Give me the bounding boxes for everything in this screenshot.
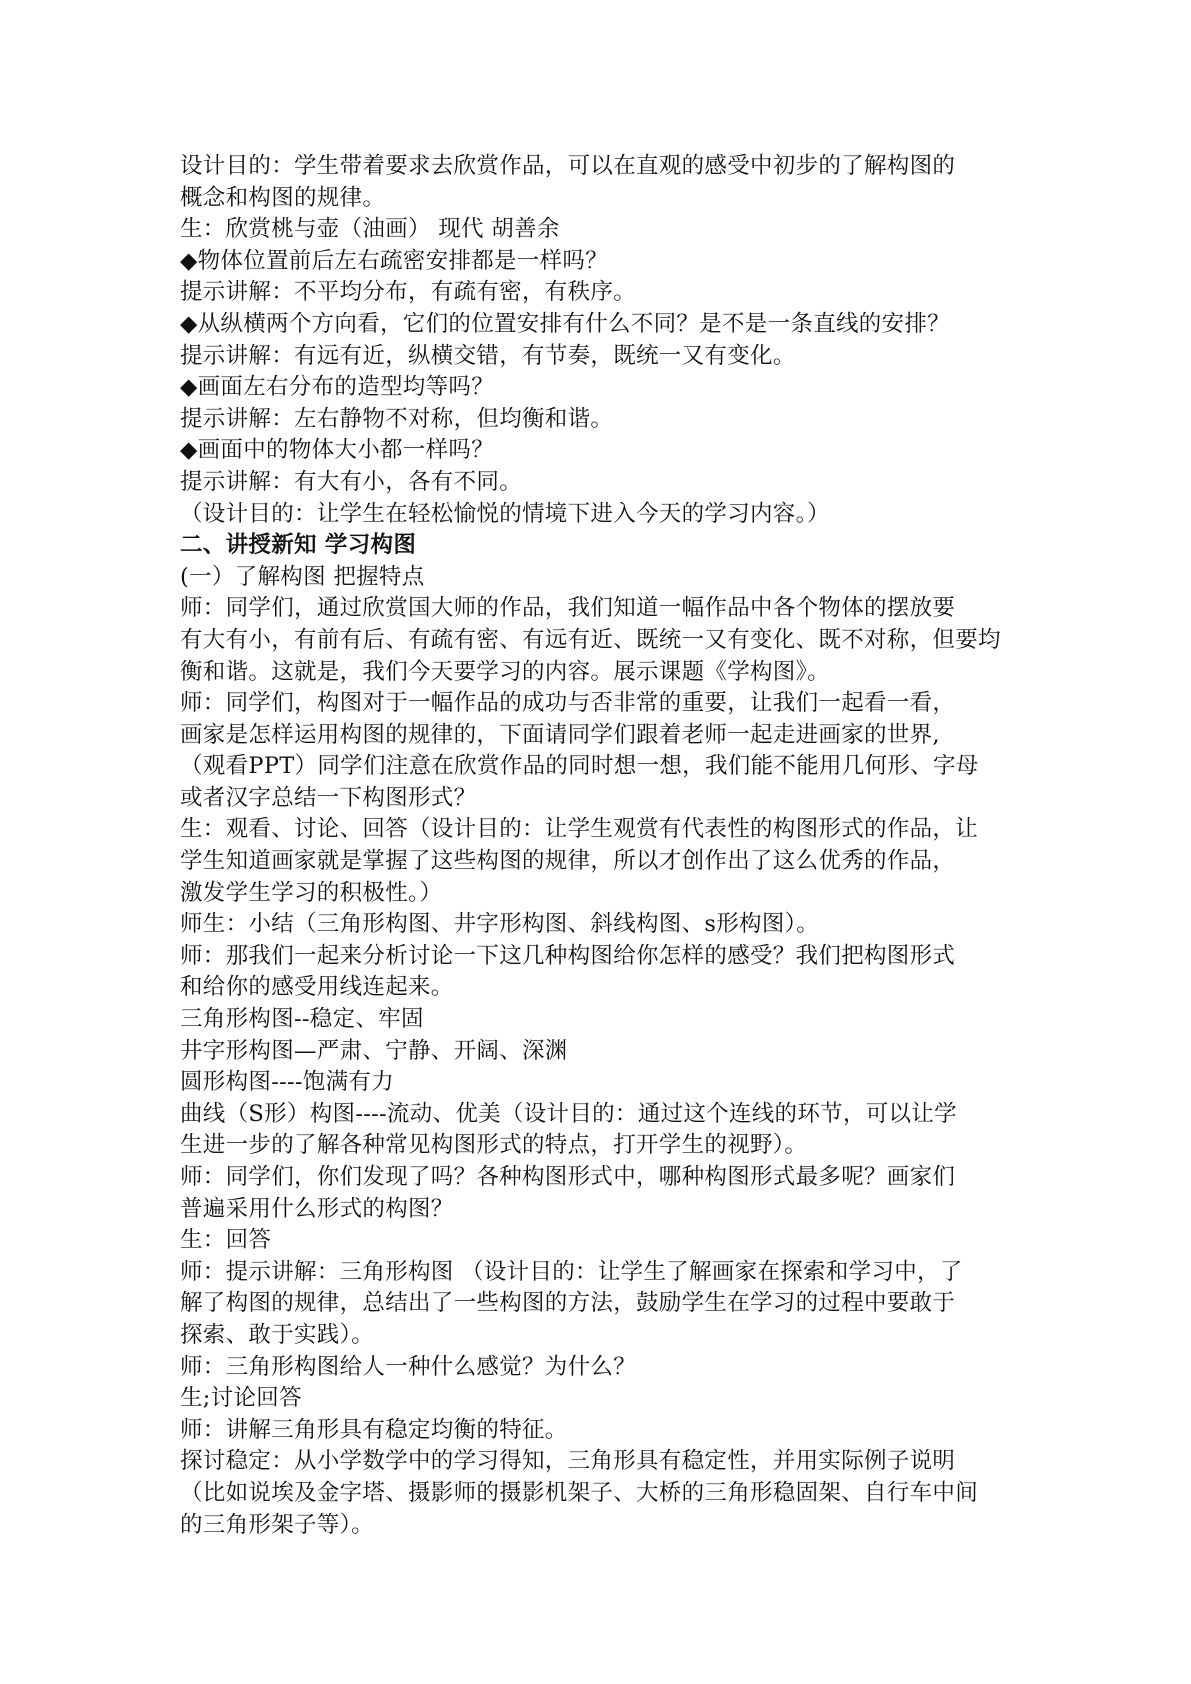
text-line: （比如说埃及金字塔、摄影师的摄影机架子、大桥的三角形稳固架、自行车中间	[180, 1479, 979, 1506]
hint-line: 提示讲解：有远有近，纵横交错，有节奏，既统一又有变化。	[180, 342, 796, 369]
text-line: （观看PPT）同学们注意在欣赏作品的同时想一想，我们能不能用几何形、字母	[180, 753, 979, 780]
text-line: 生：回答	[180, 1227, 272, 1254]
text-line: 和给你的感受用线连起来。	[180, 974, 454, 1001]
text-line: 普遍采用什么形式的构图？	[180, 1195, 454, 1222]
question-line: ◆从纵横两个方向看，它们的位置安排有什么不同？是不是一条直线的安排？	[180, 310, 951, 337]
text-line: 或者汉字总结一下构图形式？	[180, 784, 477, 811]
section-heading: 二、讲授新知 学习构图	[180, 532, 417, 559]
text-line: 设计目的：学生带着要求去欣赏作品，可以在直观的感受中初步的了解构图的	[180, 153, 956, 179]
text-line: 概念和构图的规律。	[180, 184, 386, 211]
subsection-heading: (一）了解构图 把握特点	[180, 563, 425, 590]
hint-line: 提示讲解：左右静物不对称，但均衡和谐。	[180, 405, 614, 432]
text-line: 激发学生学习的积极性。）	[180, 879, 443, 906]
text-line: 衡和谐。这就是，我们今天要学习的内容。展示课题《学构图》。	[180, 658, 830, 685]
composition-item: 圆形构图----饱满有力	[180, 1069, 395, 1096]
text-line: 师：提示讲解：三角形构图 （设计目的：让学生了解画家在探索和学习中，了	[180, 1258, 963, 1285]
text-line: 有大有小，有前有后、有疏有密、有远有近、既统一又有变化、既不对称，但要均	[180, 626, 1001, 653]
question-line: ◆物体位置前后左右疏密安排都是一样吗？	[180, 247, 609, 274]
text-line: 探讨稳定：从小学数学中的学习得知，三角形具有稳定性，并用实际例子说明	[180, 1448, 956, 1475]
text-line: 师生：小结（三角形构图、井字形构图、斜线构图、s形构图）。	[180, 911, 819, 938]
hint-line: 提示讲解：不平均分布，有疏有密，有秩序。	[180, 279, 637, 306]
text-line: 师：同学们，你们发现了吗？各种构图形式中，哪种构图形式最多呢？画家们	[180, 1164, 956, 1190]
text-line: 师：讲解三角形具有稳定均衡的特征。	[180, 1416, 568, 1443]
text-line: 画家是怎样运用构图的规律的，下面请同学们跟着老师一起走进画家的世界,	[180, 721, 940, 748]
document-page	[180, 151, 1040, 1541]
text-line: 生进一步的了解各种常见构图形式的特点，打开学生的视野）。	[180, 1132, 808, 1159]
text-line: 生：观看、讨论、回答（设计目的：让学生观赏有代表性的构图形式的作品，让	[180, 816, 979, 843]
composition-item: 三角形构图--稳定、牢固	[180, 1006, 424, 1033]
text-line: 探索、敢于实践）。	[180, 1321, 374, 1348]
composition-item: 曲线（S形）构图----流动、优美（设计目的：通过这个连线的环节，可以让学	[180, 1100, 957, 1127]
text-line: 师：三角形构图给人一种什么感觉？为什么？	[180, 1353, 637, 1380]
text-line: 生;讨论回答	[180, 1385, 302, 1412]
text-line: 学生知道画家就是掌握了这些构图的规律，所以才创作出了这么优秀的作品，	[180, 848, 956, 875]
text-line: 师：同学们，构图对于一幅作品的成功与否非常的重要，让我们一起看一看，	[180, 690, 956, 717]
composition-item: 井字形构图—严肃、宁静、开阔、深渊	[180, 1037, 568, 1064]
text-line: （设计目的：让学生在轻松愉悦的情境下进入今天的学习内容。）	[180, 500, 830, 527]
text-line: 解了构图的规律，总结出了一些构图的方法，鼓励学生在学习的过程中要敢于	[180, 1290, 956, 1317]
text-line: 生：欣赏桃与壶（油画） 现代 胡善余	[180, 216, 560, 243]
text-line: 师：同学们，通过欣赏国大师的作品，我们知道一幅作品中各个物体的摆放要	[180, 595, 956, 622]
hint-line: 提示讲解：有大有小，各有不同。	[180, 468, 523, 495]
question-line: ◆画面中的物体大小都一样吗？	[180, 437, 495, 464]
question-line: ◆画面左右分布的造型均等吗？	[180, 374, 495, 401]
text-line: 的三角形架子等）。	[180, 1511, 374, 1538]
text-line: 师：那我们一起来分析讨论一下这几种构图给你怎样的感受？我们把构图形式	[180, 942, 956, 969]
